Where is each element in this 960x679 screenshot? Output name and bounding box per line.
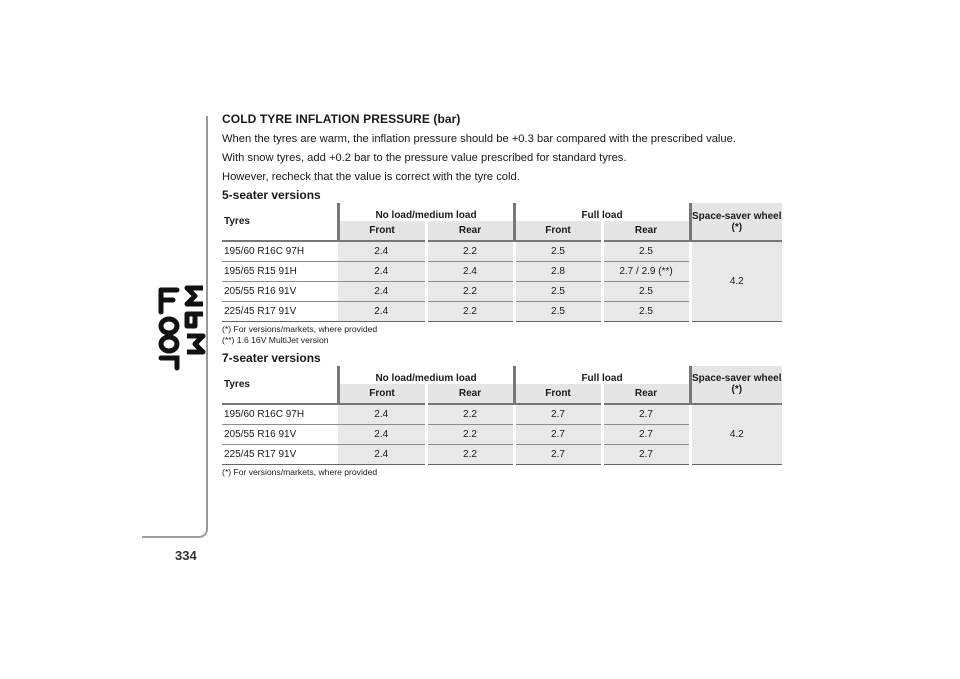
footnote: (*) For versions/markets, where provided (222, 324, 378, 335)
no-load-rear: 2.2 (426, 424, 514, 444)
subheader-front: Front (514, 221, 602, 241)
no-load-front: 2.4 (338, 262, 426, 282)
full-load-front: 2.7 (514, 424, 602, 444)
full-load-rear: 2.7 (602, 444, 690, 464)
paragraph-recheck: However, recheck that the value is correct with the tyre cold. (222, 170, 520, 183)
subheader-front: Front (338, 384, 426, 404)
tyre-size: 205/55 R16 91V (222, 424, 338, 444)
footnote: (**) 1.6 16V MultiJet version (222, 335, 329, 346)
table-row (222, 241, 782, 262)
document-content (222, 112, 782, 478)
full-load-rear: 2.7 (602, 424, 690, 444)
no-load-front: 2.4 (338, 404, 426, 425)
pressure-table-5-seater (222, 203, 782, 322)
column-header-full-load: Full load (514, 366, 690, 384)
column-header-spare: Space-saver wheel (*) (690, 203, 782, 241)
column-header-tyres: Tyres (222, 366, 338, 404)
full-load-front: 2.7 (514, 444, 602, 464)
page-title: COLD TYRE INFLATION PRESSURE (bar) (222, 112, 461, 126)
table-row (222, 404, 782, 425)
tyre-size: 225/45 R17 91V (222, 444, 338, 464)
no-load-front: 2.4 (338, 241, 426, 262)
section-heading-7-seater: 7-seater versions (222, 350, 321, 365)
subheader-rear: Rear (426, 221, 514, 241)
no-load-rear: 2.2 (426, 444, 514, 464)
no-load-rear: 2.2 (426, 404, 514, 425)
full-load-front: 2.7 (514, 404, 602, 425)
tyre-size: 205/55 R16 91V (222, 282, 338, 302)
no-load-front: 2.4 (338, 424, 426, 444)
no-load-front: 2.4 (338, 444, 426, 464)
pressure-table-7-seater (222, 366, 782, 465)
tyre-size: 195/60 R16C 97H (222, 241, 338, 262)
tyre-size: 195/65 R15 91H (222, 262, 338, 282)
full-load-front: 2.8 (514, 262, 602, 282)
full-load-rear: 2.5 (602, 241, 690, 262)
footnote: (*) For versions/markets, where provided (222, 466, 378, 477)
no-load-front: 2.4 (338, 282, 426, 302)
subheader-rear: Rear (602, 384, 690, 404)
column-header-full-load: Full load (514, 203, 690, 221)
column-header-no-load: No load/medium load (338, 203, 514, 221)
tyre-size: 225/45 R17 91V (222, 302, 338, 322)
paragraph-warm-tyres: When the tyres are warm, the inflation pressure should be +0.3 bar compared with the prescribed value. (222, 133, 736, 145)
no-load-rear: 2.2 (426, 302, 514, 322)
column-header-spare: Space-saver wheel (*) (690, 366, 782, 404)
full-load-rear: 2.5 (602, 282, 690, 302)
tyre-size: 195/60 R16C 97H (222, 404, 338, 425)
spare-wheel-value: 4.2 (690, 404, 782, 465)
no-load-rear: 2.4 (426, 262, 514, 282)
full-load-rear: 2.7 / 2.9 (**) (602, 262, 690, 282)
full-load-rear: 2.7 (602, 404, 690, 425)
subheader-front: Front (338, 221, 426, 241)
subheader-rear: Rear (602, 221, 690, 241)
subheader-rear: Rear (426, 384, 514, 404)
page-number: 334 (175, 548, 197, 563)
no-load-front: 2.4 (338, 302, 426, 322)
spare-wheel-value: 4.2 (690, 241, 782, 322)
full-load-front: 2.5 (514, 302, 602, 322)
full-load-front: 2.5 (514, 282, 602, 302)
fiat-500l-mpw-logo (155, 282, 207, 372)
column-header-tyres: Tyres (222, 203, 338, 241)
no-load-rear: 2.2 (426, 241, 514, 262)
full-load-front: 2.5 (514, 241, 602, 262)
full-load-rear: 2.5 (602, 302, 690, 322)
no-load-rear: 2.2 (426, 282, 514, 302)
subheader-front: Front (514, 384, 602, 404)
section-heading-5-seater: 5-seater versions (222, 188, 321, 203)
column-header-no-load: No load/medium load (338, 366, 514, 384)
paragraph-snow-tyres: With snow tyres, add +0.2 bar to the pressure value prescribed for standard tyres. (222, 151, 627, 164)
